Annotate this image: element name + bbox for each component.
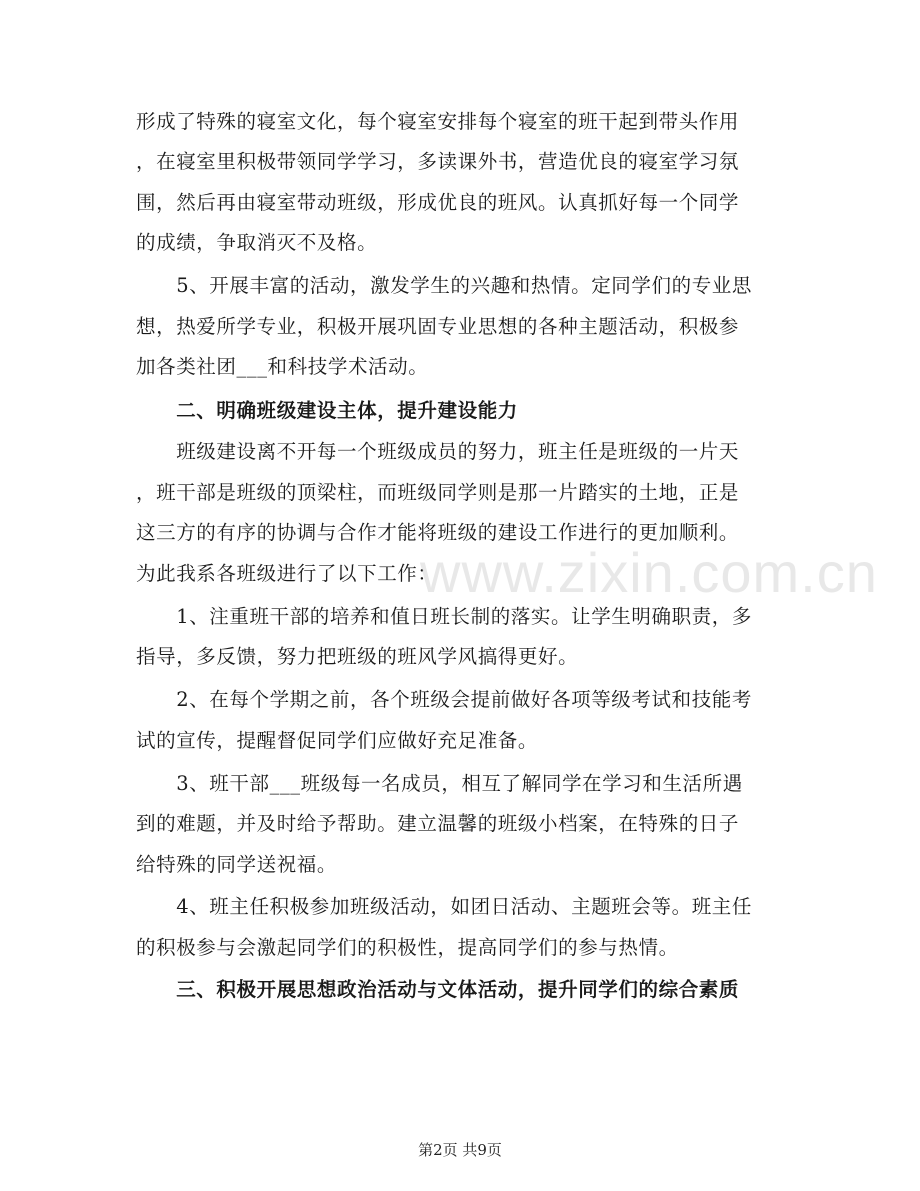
paragraph-line: ，在寝室里积极带领同学学习，多读课外书，营造优良的寝室学习氛: [136, 150, 740, 173]
paragraph-line: 想，热爱所学专业，积极开展巩固专业思想的各种主题活动，积极参: [136, 315, 740, 338]
paragraph-line: 的成绩，争取消灭不及格。: [136, 231, 378, 254]
paragraph-line: 2、在每个学期之前，各个班级会提前做好各项等级考试和技能考: [136, 688, 753, 711]
section-heading: 二、明确班级建设主体，提升建设能力: [136, 399, 518, 422]
paragraph-line: 4、班主任积极参加班级活动，如团日活动、主题班会等。班主任: [136, 895, 753, 918]
paragraph-line: 指导，多反馈，努力把班级的班风学风搞得更好。: [136, 645, 579, 668]
watermark: www.zixin.com.cn: [420, 541, 878, 604]
paragraph-line: 5、开展丰富的活动，激发学生的兴趣和热情。定同学们的专业思: [136, 274, 753, 297]
paragraph-line: 的积极参与会激起同学们的积极性，提高同学们的参与热情。: [136, 936, 679, 959]
paragraph-line: 加各类社团___和科技学术活动。: [136, 355, 429, 378]
paragraph-line: 试的宣传，提醒督促同学们应做好充足准备。: [136, 729, 539, 752]
paragraph-line: 1、注重班干部的培养和值日班长制的落实。让学生明确职责，多: [136, 605, 753, 628]
paragraph-line: 3、班干部___班级每一名成员，相互了解同学在学习和生活所遇: [136, 772, 743, 795]
paragraph-line: 到的难题，并及时给予帮助。建立温馨的班级小档案，在特殊的日子: [136, 812, 740, 835]
paragraph-line: 形成了特殊的寝室文化，每个寝室安排每个寝室的班干起到带头作用: [136, 110, 740, 133]
page-footer: 第2页 共9页: [418, 1141, 502, 1159]
paragraph-line: 给特殊的同学送祝福。: [136, 853, 338, 876]
paragraph-line: 围，然后再由寝室带动班级，形成优良的班风。认真抓好每一个同学: [136, 191, 740, 214]
paragraph-line: 班级建设离不开每一个班级成员的努力，班主任是班级的一片天: [136, 440, 740, 463]
paragraph-line: 这三方的有序的协调与合作才能将班级的建设工作进行的更加顺利。: [136, 521, 740, 544]
paragraph-line: ，班干部是班级的顶梁柱，而班级同学则是那一片踏实的土地，正是: [136, 481, 740, 504]
paragraph-line: 为此我系各班级进行了以下工作：: [136, 562, 438, 585]
section-heading: 三、积极开展思想政治活动与文体活动，提升同学们的综合素质: [136, 978, 740, 1001]
